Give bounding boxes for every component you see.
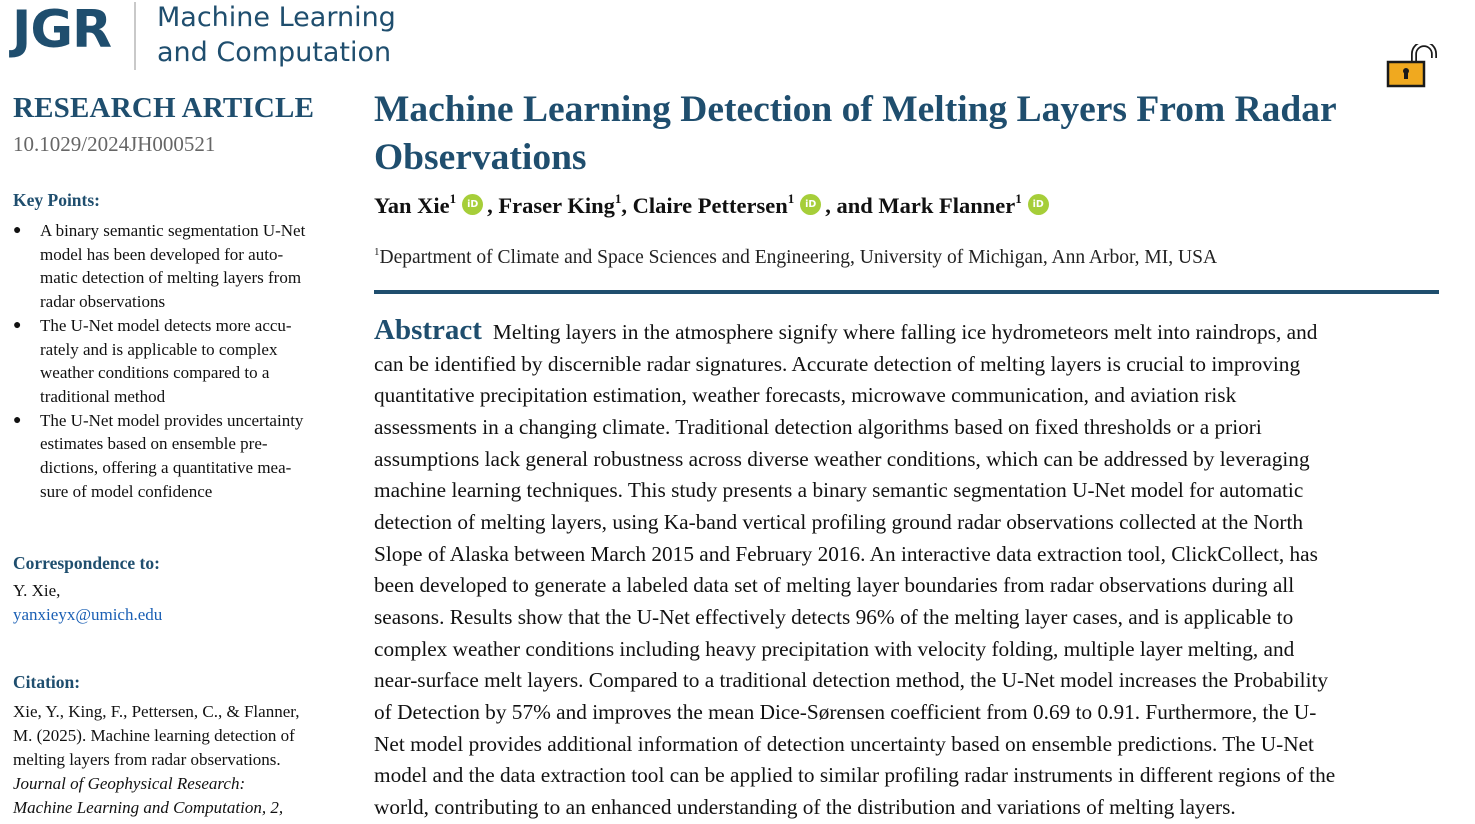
abstract-line-text: Melting layers in the atmosphere signify where falling ice hydrometeors melt into raindrops, and xyxy=(492,320,1318,344)
journal-name-line: Machine Learning xyxy=(157,2,396,33)
citation-line: melting layers from radar observations. xyxy=(13,750,281,769)
author-separator: , xyxy=(621,193,633,218)
citation-line: Journal of Geophysical Research: xyxy=(13,774,246,793)
key-point-line: model has been developed for auto- xyxy=(40,244,284,264)
key-point xyxy=(13,409,338,504)
abstract-line xyxy=(374,315,1434,349)
title-line: Machine Learning Detection of Melting Layers From Radar xyxy=(374,89,1337,130)
author-affiliation-sup: 1 xyxy=(614,191,622,206)
author-name[interactable]: Mark Flanner xyxy=(878,193,1016,218)
abstract-line: assessments in a changing climate. Traditional detection algorithms based on fixed thresholds or a priori xyxy=(374,414,1262,439)
citation-line: M. (2025). Machine learning detection of xyxy=(13,726,295,745)
abstract-line: complex weather conditions including heavy precipitation with velocity folding, multiple layer melting, and xyxy=(374,636,1295,661)
key-point-line: The U-Net model detects more accu- xyxy=(40,315,292,335)
citation xyxy=(13,700,343,820)
journal-name xyxy=(157,0,396,70)
orcid-icon[interactable]: iD xyxy=(800,194,821,215)
affiliation-sup: 1 xyxy=(374,246,380,258)
author-affiliation-sup: 1 xyxy=(1015,191,1022,206)
key-point-line: A binary semantic segmentation U-Net xyxy=(40,221,306,240)
citation-line: Machine Learning and Computation, 2, xyxy=(13,798,284,817)
bullet-icon: ● xyxy=(13,412,22,428)
correspondence-email-link[interactable]: yanxieyx@umich.edu xyxy=(13,605,163,624)
author-list xyxy=(374,193,1053,219)
orcid-icon[interactable]: iD xyxy=(1028,194,1049,215)
abstract-line: world, contributing to an enhanced understanding of the distribution and variations of melting layers. xyxy=(374,794,1236,819)
abstract-line: been developed to generate a labeled data set of melting layer boundaries from radar observations during all xyxy=(374,573,1295,598)
logo-abbrev: JGR xyxy=(12,0,112,60)
logo-divider xyxy=(134,2,136,70)
bullet-icon: ● xyxy=(13,317,22,333)
key-point xyxy=(13,314,338,409)
author-name[interactable]: Claire Pettersen xyxy=(632,193,788,218)
abstract-line: near-surface melt layers. Compared to a traditional detection method, the U-Net model increases the Probability xyxy=(374,668,1329,693)
article-title xyxy=(374,86,1414,182)
key-point-line: weather conditions compared to a xyxy=(40,363,270,383)
abstract-line: of Detection by 57% and improves the mean Dice-Sørensen coefficient from 0.69 to 0.91. Furthermore, the U- xyxy=(374,699,1317,724)
open-lock-icon[interactable] xyxy=(1386,44,1440,88)
key-point-line: rately and is applicable to complex xyxy=(40,339,278,359)
abstract xyxy=(374,315,1434,824)
abstract-line: Net model provides additional information of detection uncertainty based on ensemble predictions. The U-Net xyxy=(374,731,1314,756)
author-affiliation-sup: 1 xyxy=(787,191,795,206)
affiliation xyxy=(374,247,1217,269)
section-divider xyxy=(374,290,1439,294)
journal-name-line: and Computation xyxy=(157,37,392,68)
orcid-icon[interactable]: iD xyxy=(462,194,483,215)
correspondence-name: Y. Xie, xyxy=(13,581,61,600)
key-point-line: estimates based on ensemble pre- xyxy=(40,434,268,454)
key-point-line: traditional method xyxy=(40,386,166,406)
abstract-line: detection of melting layers, using Ka-band vertical profiling ground radar observations collected at the North xyxy=(374,509,1304,534)
abstract-line: model and the data extraction tool can be applied to similar profiling radar instruments in different regions of the xyxy=(374,763,1336,788)
key-point-line: matic detection of melting layers from xyxy=(40,268,302,288)
key-point-line: sure of model confidence xyxy=(40,481,213,501)
title-line: Observations xyxy=(374,137,587,178)
key-points-heading: Key Points: xyxy=(13,190,101,210)
key-point-line: radar observations xyxy=(40,292,166,312)
author-separator: , xyxy=(487,193,499,218)
author-separator: , and xyxy=(825,193,879,218)
key-point xyxy=(13,219,338,314)
abstract-line: seasons. Results show that the U-Net effectively detects 96% of the melting layer cases, and is applicable to xyxy=(374,604,1294,629)
author-name[interactable]: Yan Xie xyxy=(374,193,450,218)
affiliation-text: Department of Climate and Space Sciences and Engineering, University of Michigan, Ann Arbor, MI, USA xyxy=(379,247,1218,268)
abstract-line: machine learning techniques. This study presents a binary semantic segmentation U-Net model for automatic xyxy=(374,478,1304,503)
article-type: RESEARCH ARTICLE xyxy=(13,92,315,124)
abstract-line: can be identified by discernible radar signatures. Accurate detection of melting layers is crucial to improving xyxy=(374,351,1301,376)
abstract-line: assumptions lack general robustness across diverse weather conditions, which can be addressed by leveraging xyxy=(374,446,1310,471)
key-point-line: The U-Net model provides uncertainty xyxy=(40,410,304,430)
author-affiliation-sup: 1 xyxy=(449,191,457,206)
bullet-icon: ● xyxy=(13,223,22,238)
key-point-line: dictions, offering a quantitative mea- xyxy=(40,458,292,478)
correspondence-heading: Correspondence to: xyxy=(13,553,160,573)
abstract-line: Slope of Alaska between March 2015 and February 2016. An interactive data extraction tool, ClickCollect, has xyxy=(374,541,1318,566)
author-name[interactable]: Fraser King xyxy=(498,193,615,218)
citation-line: Xie, Y., King, F., Pettersen, C., & Flanner, xyxy=(13,702,300,721)
key-points-list xyxy=(13,219,338,503)
abstract-heading: Abstract xyxy=(374,314,482,346)
doi[interactable]: 10.1029/2024JH000521 xyxy=(13,132,216,156)
citation-heading: Citation: xyxy=(13,672,81,692)
abstract-line: quantitative precipitation estimation, weather forecasts, microwave communication, and aviation risk xyxy=(374,383,1237,408)
